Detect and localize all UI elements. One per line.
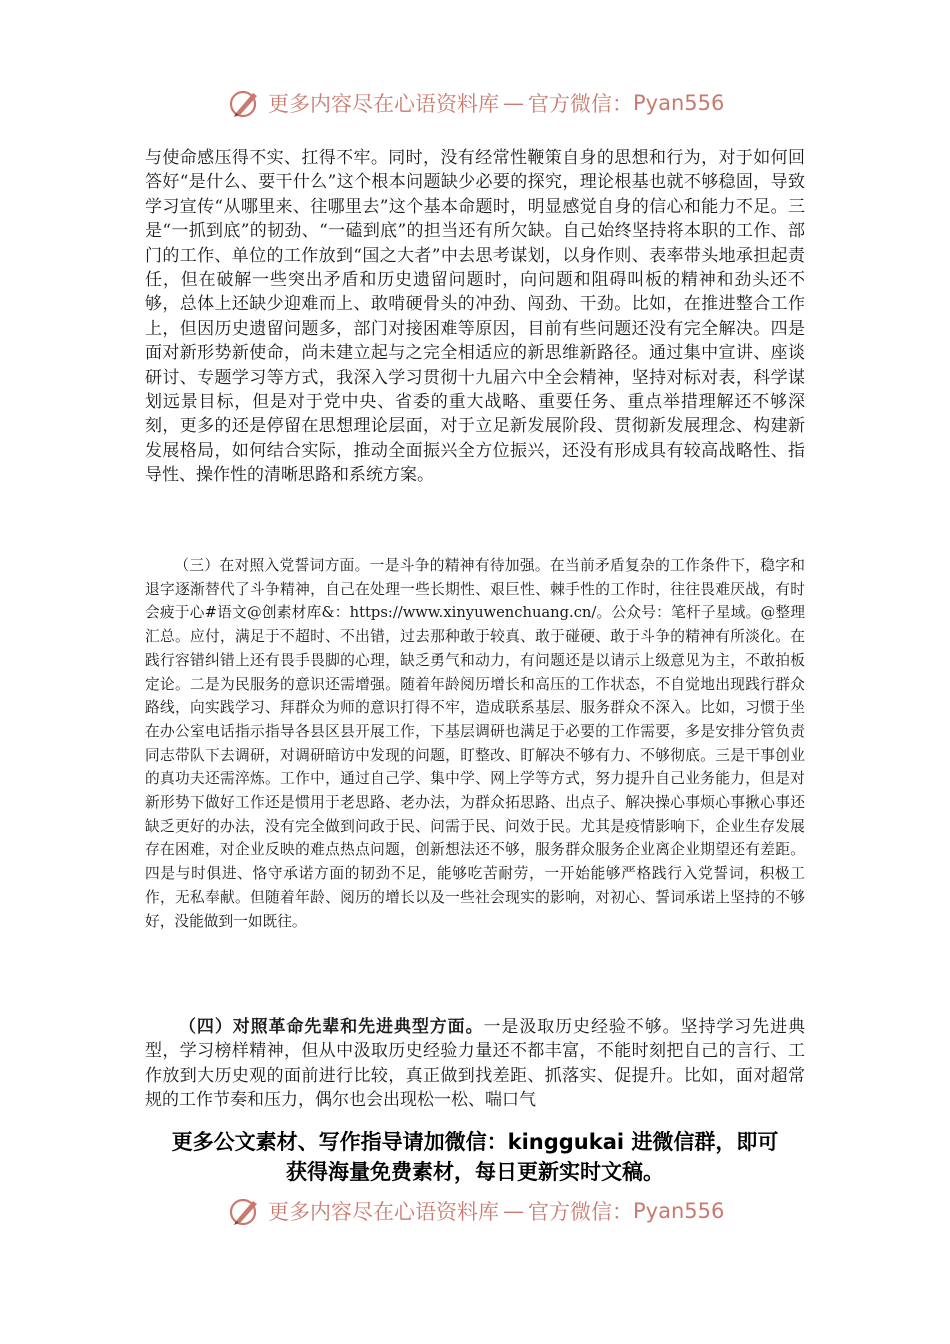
promo-line-2: 获得海量免费素材，每日更新实时文稿。 xyxy=(286,1160,664,1184)
watermark-suffix: 官方微信： xyxy=(528,1200,633,1224)
body-paragraph-1: 与使命感压得不实、扛得不牢。同时，没有经常性鞭策自身的思想和行为，对于如何回答好“是什么、要干什么”这个根本问题缺少必要的探究，理论根基也就不够稳固，导致学习宣传“从哪里来、往哪里去”这个基本命题时，明显感觉自身的信心和能力不足。三是“一抓到底”的韧劲、“一磕到底”的担当还有所欠缺。自己始终坚持将本职的工作、部门的工作、单位的工作放到“国之大者”中去思考谋划，以身作则、表率带头地承担起责任，但在破解一些突出矛盾和历史遗留问题时，向问题和阻碍叫板的精神和劲头还不够，总体上还缺少迎难而上、敢啃硬骨头的冲劲、闯劲、干劲。比如，在推进整合工作上，但因历史遗留问题多，部门对接困难等原因，目前有些问题还没有完全解决。四是面对新形势新使命，尚未建立起与之完全相适应的新思维新路径。通过集中宣讲、座谈研讨、专题学习等方式，我深入学习贯彻十九届六中全会精神，坚持对标对表，科学谋划远景目标，但是对于党中央、省委的重大战略、重要任务、重点举措理解还不够深刻，更多的还是停留在思想理论层面，对于立足新发展阶段、贯彻新发展理念、构建新发展格局，如何结合实际，推动全面振兴全方位振兴，还没有形成具有较高战略性、指导性、操作性的清晰思路和系统方案。 xyxy=(145,148,805,486)
pen-logo-icon xyxy=(228,86,262,120)
watermark-text: 更多内容尽在心语资料库 xyxy=(268,1200,499,1224)
watermark-header xyxy=(228,86,724,120)
body-paragraph-2: （三）在对照入党誓词方面。一是斗争的精神有待加强。在当前矛盾复杂的工作条件下，稳字和退字逐渐替代了斗争精神，自己在处理一些长期性、艰巨性、棘手性的工作时，往往畏难厌战，有时会疲于心#语文@创素材库&：https://www.xinyuwenchuang.cn/。公众号：笔杆子星域。@整理汇总。应付，满足于不超时、不出错，过去那种敢于较真、敢于碰硬、敢于斗争的精神有所淡化。在践行容错纠错上还有畏手畏脚的心理，缺乏勇气和动力，有问题还是以请示上级意见为主，不敢拍板定论。二是为民服务的意识还需增强。随着年龄阅历增长和高压的工作状态，不自觉地出现践行群众路线，向实践学习、拜群众为师的意识打得不牢，造成联系基层、服务群众不深入。比如，习惯于坐在办公室电话指示指导各县区县开展工作，下基层调研也满足于必要的工作需要，多是安排分管负责同志带队下去调研，对调研暗访中发现的问题，盯整改、盯解决不够有力、不够彻底。三是干事创业的真功夫还需淬炼。工作中，通过自己学、集中学、网上学等方式，努力提升自己业务能力，但是对新形势下做好工作还是惯用于老思路、老办法，为群众拓思路、出点子、解决操心事烦心事揪心事还缺乏更好的办法，没有完全做到问政于民、问需于民、问效于民。尤其是疫情影响下，企业生存发展存在困难，对企业反映的难点热点问题，创新想法还不够，服务群众服务企业离企业期望还有差距。四是与时俱进、恪守承诺方面的韧劲不足，能够吃苦耐劳，一开始能够严格践行入党誓词，积极工作，无私奉献。但随着年龄、阅历的增长以及一些社会现实的影响，对初心、誓词承诺上坚持的不够好，没能做到一如既往。 xyxy=(145,557,805,930)
body-paragraph-3 xyxy=(145,1015,805,1113)
watermark-id: Pyan556 xyxy=(633,1199,725,1223)
watermark-separator: — xyxy=(503,91,524,115)
promo-notice xyxy=(120,1127,830,1187)
pen-logo-icon xyxy=(228,1194,262,1228)
section-heading-4: （四）对照革命先辈和先进典型方面。 xyxy=(179,1017,484,1037)
watermark-separator: — xyxy=(503,1199,524,1223)
watermark-suffix: 官方微信： xyxy=(528,92,633,116)
watermark-text: 更多内容尽在心语资料库 xyxy=(268,92,499,116)
section-4-text: 一是汲取历史经验不够。坚持学习先进典型，学习榜样精神，但从中汲取历史经验力量还不都丰富，不能时刻把自己的言行、工作放到大历史观的面前进行比较，真正做到找差距、抓落实、促提升。比如，面对超常规的工作节奏和压力，偶尔也会出现松一松、喘口气 xyxy=(145,1017,805,1111)
promo-line-1: 更多公文素材、写作指导请加微信：kinggukai 进微信群，即可 xyxy=(171,1130,779,1154)
watermark-id: Pyan556 xyxy=(633,91,725,115)
watermark-footer xyxy=(228,1194,724,1228)
